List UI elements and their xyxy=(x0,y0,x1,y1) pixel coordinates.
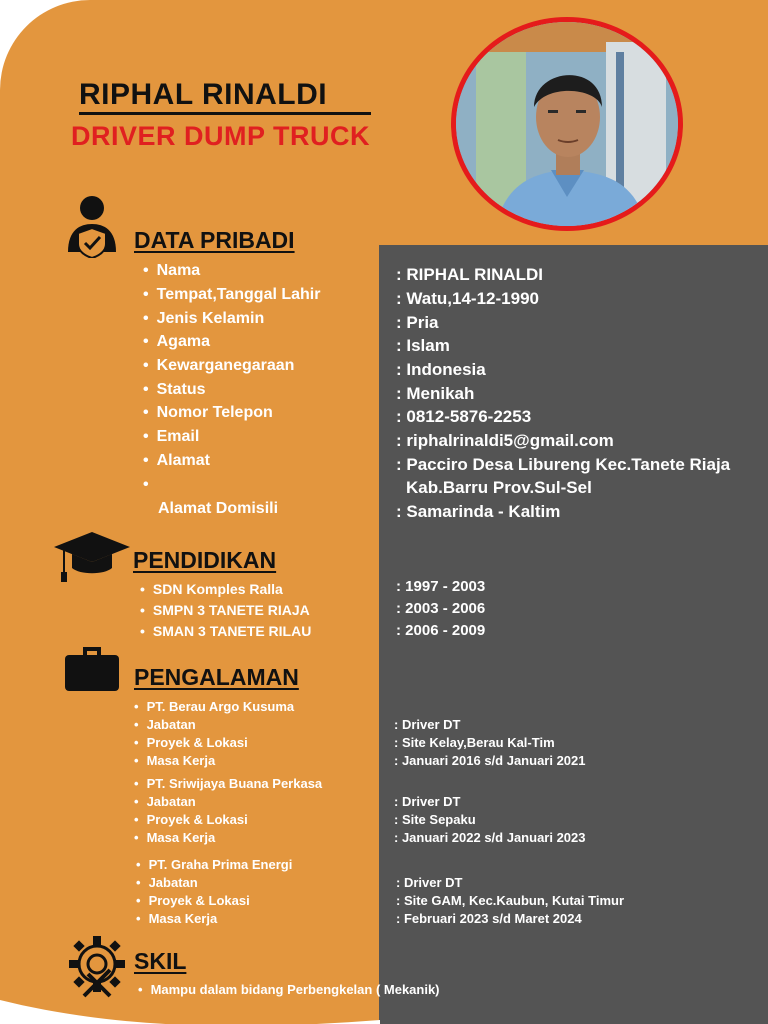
year-sd: : 1997 - 2003 xyxy=(396,578,486,595)
job-1-label-jabatan: • Jabatan xyxy=(134,717,196,732)
value-email: : riphalrinaldi5@gmail.com xyxy=(396,431,614,450)
label-agama: • Agama xyxy=(143,333,210,351)
value-alamat-domisili: : Samarinda - Kaltim xyxy=(396,502,561,521)
section-title-pengalaman: PENGALAMAN xyxy=(134,664,299,690)
label-email: • Email xyxy=(143,428,199,446)
job-1-label-masa: • Masa Kerja xyxy=(134,753,215,768)
label-status: • Status xyxy=(143,381,206,399)
section-title-skil: SKIL xyxy=(134,948,187,974)
job-2-company: • PT. Sriwijaya Buana Perkasa xyxy=(134,776,322,791)
job-2-label-proyek: • Proyek & Lokasi xyxy=(134,812,248,827)
skill-item: • Mampu dalam bidang Perbengkelan ( Mekanik) xyxy=(138,982,440,997)
label-kewarganegaraan: • Kewarganegaraan xyxy=(143,357,294,375)
job-1-company: • PT. Berau Argo Kusuma xyxy=(134,699,294,714)
label-ttl: • Tempat,Tanggal Lahir xyxy=(143,286,320,304)
job-2-masa: : Januari 2022 s/d Januari 2023 xyxy=(394,830,586,845)
value-ttl: : Watu,14-12-1990 xyxy=(396,289,539,308)
graduation-cap-icon xyxy=(52,530,132,584)
value-status: : Menikah xyxy=(396,384,475,403)
year-sma: : 2006 - 2009 xyxy=(396,622,486,639)
bottom-curve xyxy=(0,1000,768,1024)
job-3-label-masa: • Masa Kerja xyxy=(136,911,217,926)
job-2-proyek: : Site Sepaku xyxy=(394,812,476,827)
job-1-jabatan: : Driver DT xyxy=(394,717,461,732)
job-3-jabatan: : Driver DT xyxy=(396,875,463,890)
value-agama: : Islam xyxy=(396,336,450,355)
school-sd: • SDN Komples Ralla xyxy=(140,581,283,597)
job-3-label-jabatan: • Jabatan xyxy=(136,875,198,890)
value-kewarganegaraan: : Indonesia xyxy=(396,360,486,379)
briefcase-icon xyxy=(65,645,119,691)
job-title: DRIVER DUMP TRUCK xyxy=(71,121,371,151)
section-title-pendidikan: PENDIDIKAN xyxy=(133,547,277,573)
label-alamat: • Alamat xyxy=(143,452,210,470)
school-sma: • SMAN 3 TANETE RILAU xyxy=(140,623,311,639)
job-2-label-masa: • Masa Kerja xyxy=(134,830,215,845)
profile-photo xyxy=(451,17,683,231)
value-alamat-line1: : Pacciro Desa Libureng Kec.Tanete Riaja xyxy=(396,455,731,474)
job-1-label-proyek: • Proyek & Lokasi xyxy=(134,735,248,750)
person-shield-icon xyxy=(62,194,122,258)
section-title-data-pribadi: DATA PRIBADI xyxy=(134,227,295,253)
job-2-jabatan: : Driver DT xyxy=(394,794,461,809)
label-alamat-domisili: Alamat Domisili xyxy=(158,500,279,517)
label-jenis-kelamin: • Jenis Kelamin xyxy=(143,310,264,328)
value-nama: : RIPHAL RINALDI xyxy=(396,265,544,284)
label-empty xyxy=(143,476,157,494)
label-telepon: • Nomor Telepon xyxy=(143,404,273,422)
job-3-proyek: : Site GAM, Kec.Kaubun, Kutai Timur xyxy=(396,893,625,908)
job-1-masa: : Januari 2016 s/d Januari 2021 xyxy=(394,753,586,768)
label-nama: • Nama xyxy=(143,262,200,280)
full-name: RIPHAL RINALDI xyxy=(79,78,328,111)
value-alamat-line2: Kab.Barru Prov.Sul-Sel xyxy=(406,478,592,497)
name-underline xyxy=(79,112,371,115)
job-1-proyek: : Site Kelay,Berau Kal-Tim xyxy=(394,735,555,750)
year-smp: : 2003 - 2006 xyxy=(396,600,486,617)
value-jenis-kelamin: : Pria xyxy=(396,313,439,332)
job-3-label-proyek: • Proyek & Lokasi xyxy=(136,893,250,908)
job-3-masa: : Februari 2023 s/d Maret 2024 xyxy=(396,911,582,926)
value-telepon: : 0812-5876-2253 xyxy=(396,407,532,426)
job-2-label-jabatan: • Jabatan xyxy=(134,794,196,809)
school-smp: • SMPN 3 TANETE RIAJA xyxy=(140,602,310,618)
gear-tools-icon xyxy=(66,932,128,1000)
job-3-company: • PT. Graha Prima Energi xyxy=(136,857,292,872)
